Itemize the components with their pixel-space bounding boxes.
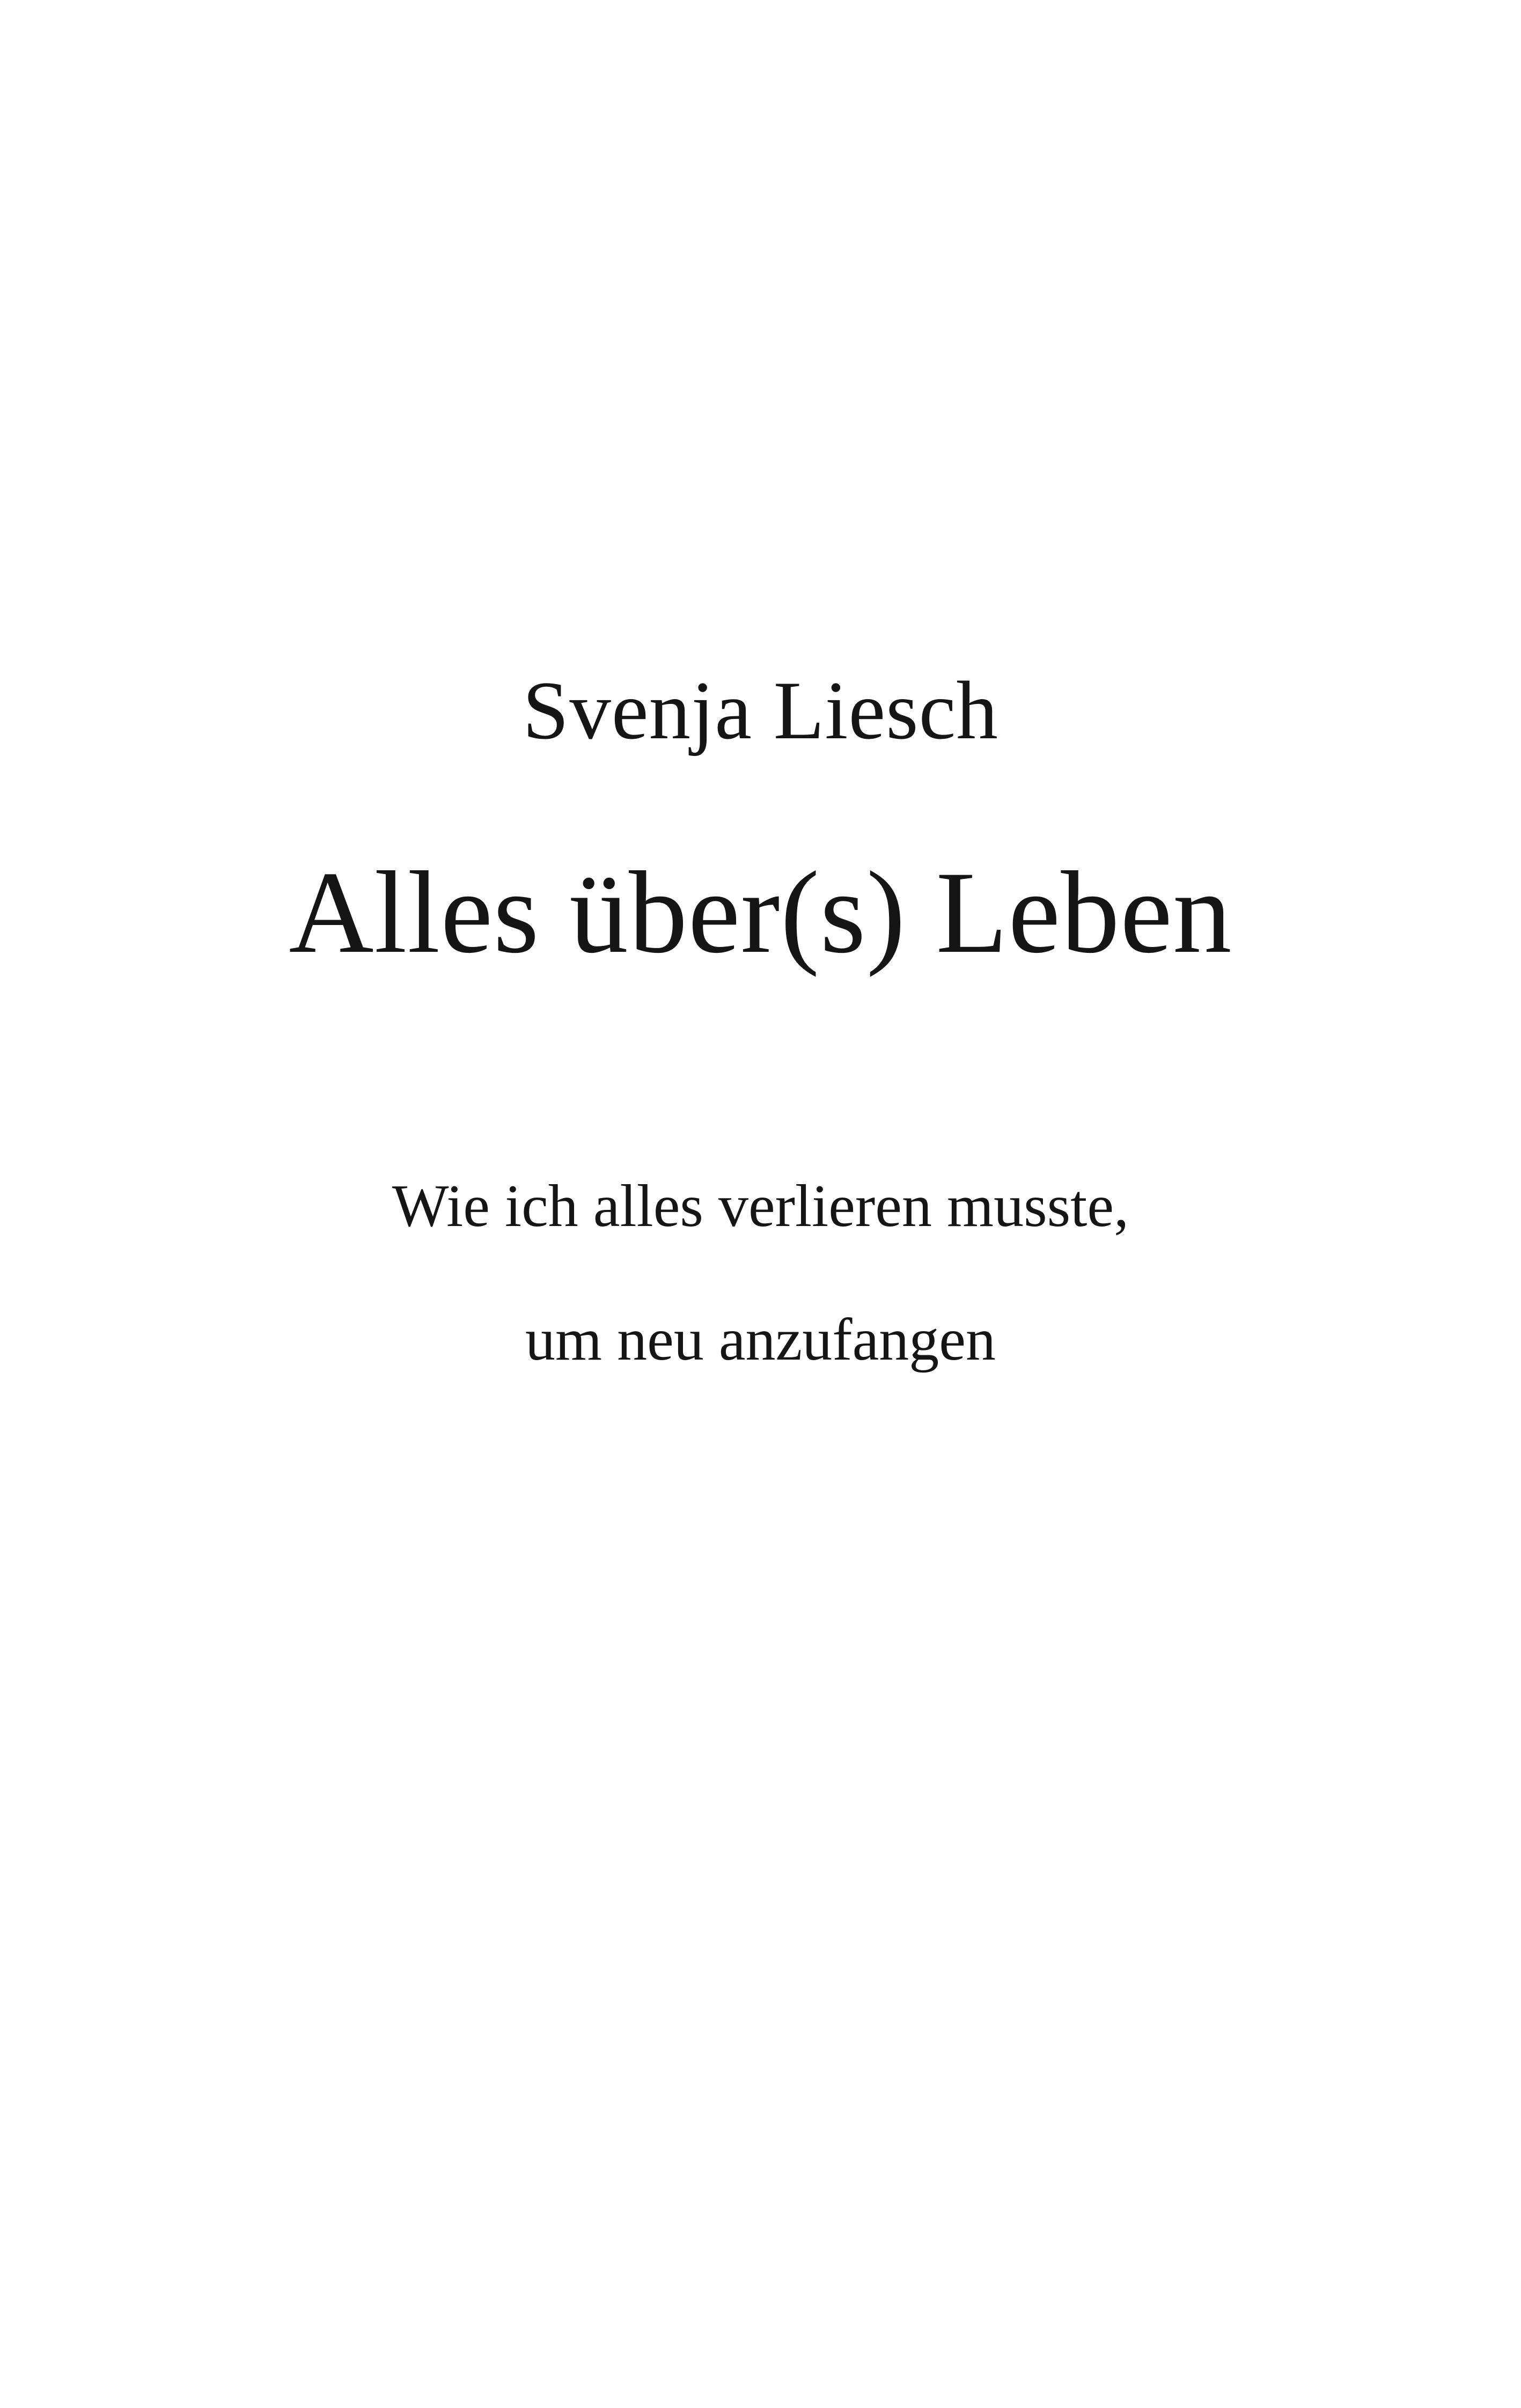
book-subtitle xyxy=(0,1106,1521,1440)
subtitle-line-1: Wie ich alles verlieren musste, xyxy=(392,1173,1129,1240)
author-name: Svenja Liesch xyxy=(523,664,998,757)
book-title: Alles über(s) Leben xyxy=(289,848,1232,978)
subtitle-line-2: um neu anzufangen xyxy=(525,1306,996,1373)
